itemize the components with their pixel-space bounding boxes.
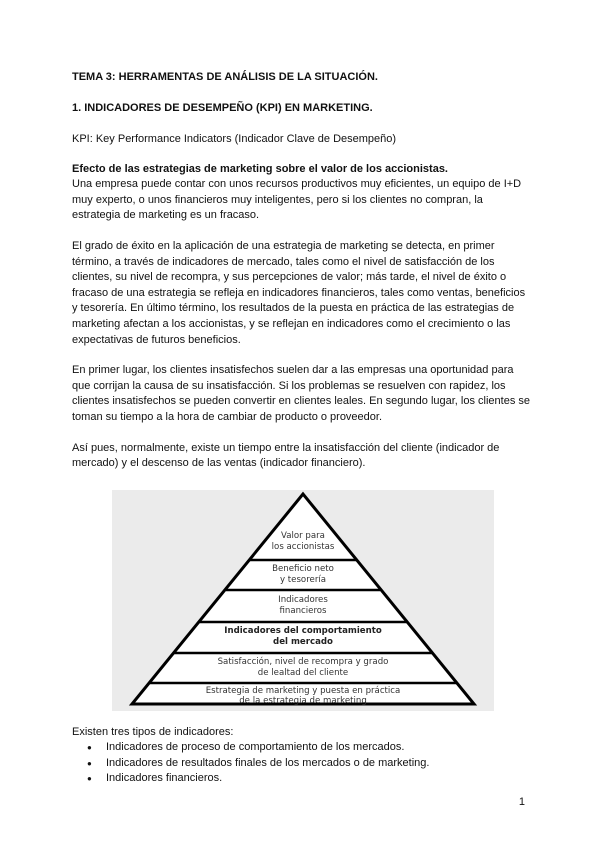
- section-heading: 1. INDICADORES DE DESEMPEÑO (KPI) EN MARKETING.: [72, 102, 373, 114]
- pyramid-level-6-line1: Estrategia de marketing y puesta en práctica: [205, 685, 401, 696]
- pyramid-level-6-line2: de la estrategia de marketing: [239, 695, 367, 706]
- kpi-pyramid-figure: [112, 490, 494, 711]
- pyramid-level-4-line2: del mercado: [273, 636, 333, 647]
- subheading: Efecto de las estrategias de marketing sobre el valor de los accionistas.: [72, 162, 448, 175]
- list-item: ● Indicadores de resultados finales de los mercados o de marketing.: [106, 756, 530, 772]
- pyramid-level-2-line2: y tesorería: [279, 574, 327, 585]
- list-item: ● Indicadores financieros.: [106, 771, 530, 787]
- pyramid-level-4-line1: Indicadores del comportamiento: [224, 625, 382, 636]
- list-item: ● Indicadores de proceso de comportamiento de los mercados.: [106, 740, 530, 756]
- pyramid-level-2-line1: Beneficio neto: [272, 563, 334, 574]
- types-intro: Existen tres tipos de indicadores:: [72, 725, 234, 738]
- pyramid-level-5-line2: de lealtad del cliente: [257, 667, 349, 678]
- pyramid-diagram: [112, 490, 494, 711]
- pyramid-level-3-line1: Indicadores: [278, 594, 328, 605]
- page-number: 1: [518, 796, 525, 808]
- kpi-definition: KPI: Key Performance Indicators (Indicador Clave de Desempeño): [72, 133, 397, 145]
- paragraph-1: Una empresa puede contar con unos recursos productivos muy eficientes, un equipo de I+D muy experto, o unos financieros muy inteligentes, pero si los clientes no compran, la estrategia de marketing es un fracaso.: [72, 178, 522, 222]
- pyramid-level-1-line2: los accionistas: [271, 541, 335, 552]
- document-title: TEMA 3: HERRAMENTAS DE ANÁLISIS DE LA SITUACIÓN.: [72, 71, 378, 83]
- pyramid-level-3-line2: financieros: [279, 605, 327, 616]
- paragraph-4: Así pues, normalmente, existe un tiempo entre la insatisfacción del cliente (indicador de mercado) y el descenso de las ventas (indicador financiero).: [72, 441, 500, 470]
- pyramid-level-1-line1: Valor para: [281, 530, 325, 541]
- paragraph-2: El grado de éxito en la aplicación de una estrategia de marketing se detecta, en primer término, a través de indicadores de mercado, tales como el nivel de satisfacción de los clientes, su nivel de recompra, y sus percepciones de valor; más tarde, el nivel de éxito o fracaso de una estrategia se refleja en indicadores financieros, tales como ventas, beneficios y tesorería. En último término, los resultados de la puesta en práctica de las estrategias de marketing afectan a los accionistas, y se reflejan en indicadores como el crecimiento o las expectativas de futuros beneficios.: [72, 239, 526, 346]
- types-list: [72, 740, 530, 787]
- page-content: [72, 70, 530, 787]
- pyramid-level-5-line1: Satisfacción, nivel de recompra y grado: [217, 656, 389, 667]
- paragraph-3: En primer lugar, los clientes insatisfechos suelen dar a las empresas una oportunidad para que corrijan la causa de su insatisfacción. Si los problemas se resuelven con rapidez, los clientes insatisfechos se pueden convertir en clientes leales. En segundo lugar, los clientes se toman su tiempo a la hora de cambiar de producto o proveedor.: [72, 364, 530, 423]
